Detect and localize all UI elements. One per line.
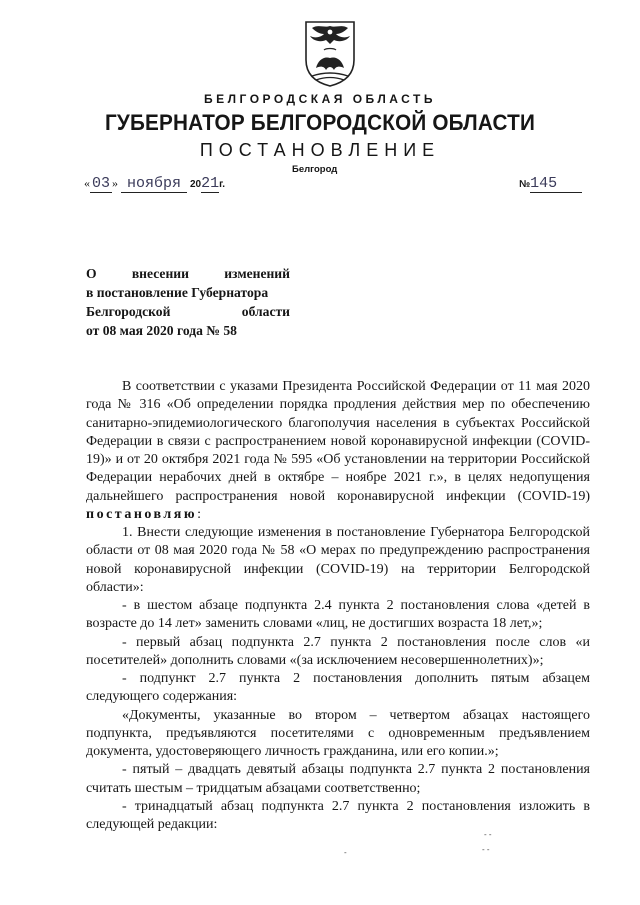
footer-mark: - - xyxy=(484,830,492,839)
subject-word: внесении xyxy=(131,266,189,281)
subject-word: Белгородской xyxy=(86,304,171,319)
subject-line xyxy=(86,264,290,283)
resolution-word: постановляю xyxy=(86,506,198,522)
preamble-text: В соответствии с указами Президента Российской Федерации от 11 мая 2020 года № 316 «Об определении порядка продления действия мер по обеспечению санитарно-эпидемиологического благополучия населения в субъектах Российской Федерации в связи с распространением новой коронавирусной инфекции (COVID-19)» и от 20 октября 2021 года № 595 «Об установлении на территории Российской Федерации нерабочих дней в октябре – ноябре 2021 г.», в целях недопущения дальнейшего распространения новой коронавирусной инфекции (COVID-19) xyxy=(86,379,590,504)
paragraph-item-1: 1. Внести следующие изменения в постановление Губернатора Белгородской области от 08 мая 2020 года № 58 «О мерах по предупреждению распространения новой коронавирусной инфекции (COVID-19) на территории Белгородской области»: xyxy=(86,525,590,595)
coat-of-arms-icon xyxy=(302,20,358,88)
date-open-quote: « xyxy=(84,176,90,190)
paragraph-change-1: - в шестом абзаце подпункта 2.4 пункта 2 постановления слова «детей в возрасте до 14 лет» заменить словами «лиц, не достигших возраста 18 лет,»; xyxy=(86,598,590,632)
paragraph-change-5: - тринадцатый абзац подпункта 2.7 пункта 2 постановления изложить в следующей редакции: xyxy=(86,798,590,832)
paragraph-change-2: - первый абзац подпункта 2.7 пункта 2 постановления после слов «и посетителей» дополнить словами «(за исключением несовершеннолетних)»; xyxy=(86,634,590,668)
date-line xyxy=(84,176,284,196)
subject-line xyxy=(86,302,290,321)
footer-mark: - xyxy=(344,848,347,857)
city-name: Белгород xyxy=(292,164,338,175)
document-body xyxy=(86,378,590,834)
number-label: № xyxy=(519,179,531,190)
region-title: БЕЛГОРОДСКАЯ ОБЛАСТЬ xyxy=(204,92,436,106)
subject-word: О xyxy=(86,266,97,281)
footer-mark: - - xyxy=(482,845,490,854)
subject-word: в постановление Губернатора xyxy=(86,285,269,300)
date-year-prefix: 20 xyxy=(190,179,202,190)
subject-line xyxy=(86,283,290,302)
governor-title: ГУБЕРНАТОР БЕЛГОРОДСКОЙ ОБЛАСТИ xyxy=(104,110,536,135)
paragraph-preamble xyxy=(86,378,590,524)
subject-word: изменений xyxy=(224,266,290,281)
date-year-abbr: г. xyxy=(219,179,226,190)
paragraph-quote: «Документы, указанные во втором – четвертом абзацах настоящего подпункта, предъявляются посетителями с одновременным предъявлением документа, удостоверяющего личность гражданина, или его копии.»; xyxy=(86,707,590,759)
number-value: 145 xyxy=(530,176,582,193)
paragraph-change-4: - пятый – двадцать девятый абзацы подпункта 2.7 пункта 2 постановления считать шестым – тридцатым абзацами соответственно; xyxy=(86,762,590,796)
subject-line xyxy=(86,321,290,340)
subject-word: от 08 мая 2020 года № 58 xyxy=(86,323,237,338)
date-year-suffix: 21 xyxy=(201,175,220,192)
date-day: 03 xyxy=(91,175,110,192)
document-number xyxy=(519,176,582,193)
subject-word: области xyxy=(241,304,290,319)
document-type: ПОСТАНОВЛЕНИЕ xyxy=(199,140,441,160)
date-close-quote: » xyxy=(112,176,118,190)
preamble-end: : xyxy=(197,506,201,522)
document-subject xyxy=(86,264,290,340)
paragraph-change-3: - подпункт 2.7 пункта 2 постановления дополнить пятым абзацем следующего содержания: xyxy=(86,671,590,705)
date-month: ноября xyxy=(121,176,187,193)
